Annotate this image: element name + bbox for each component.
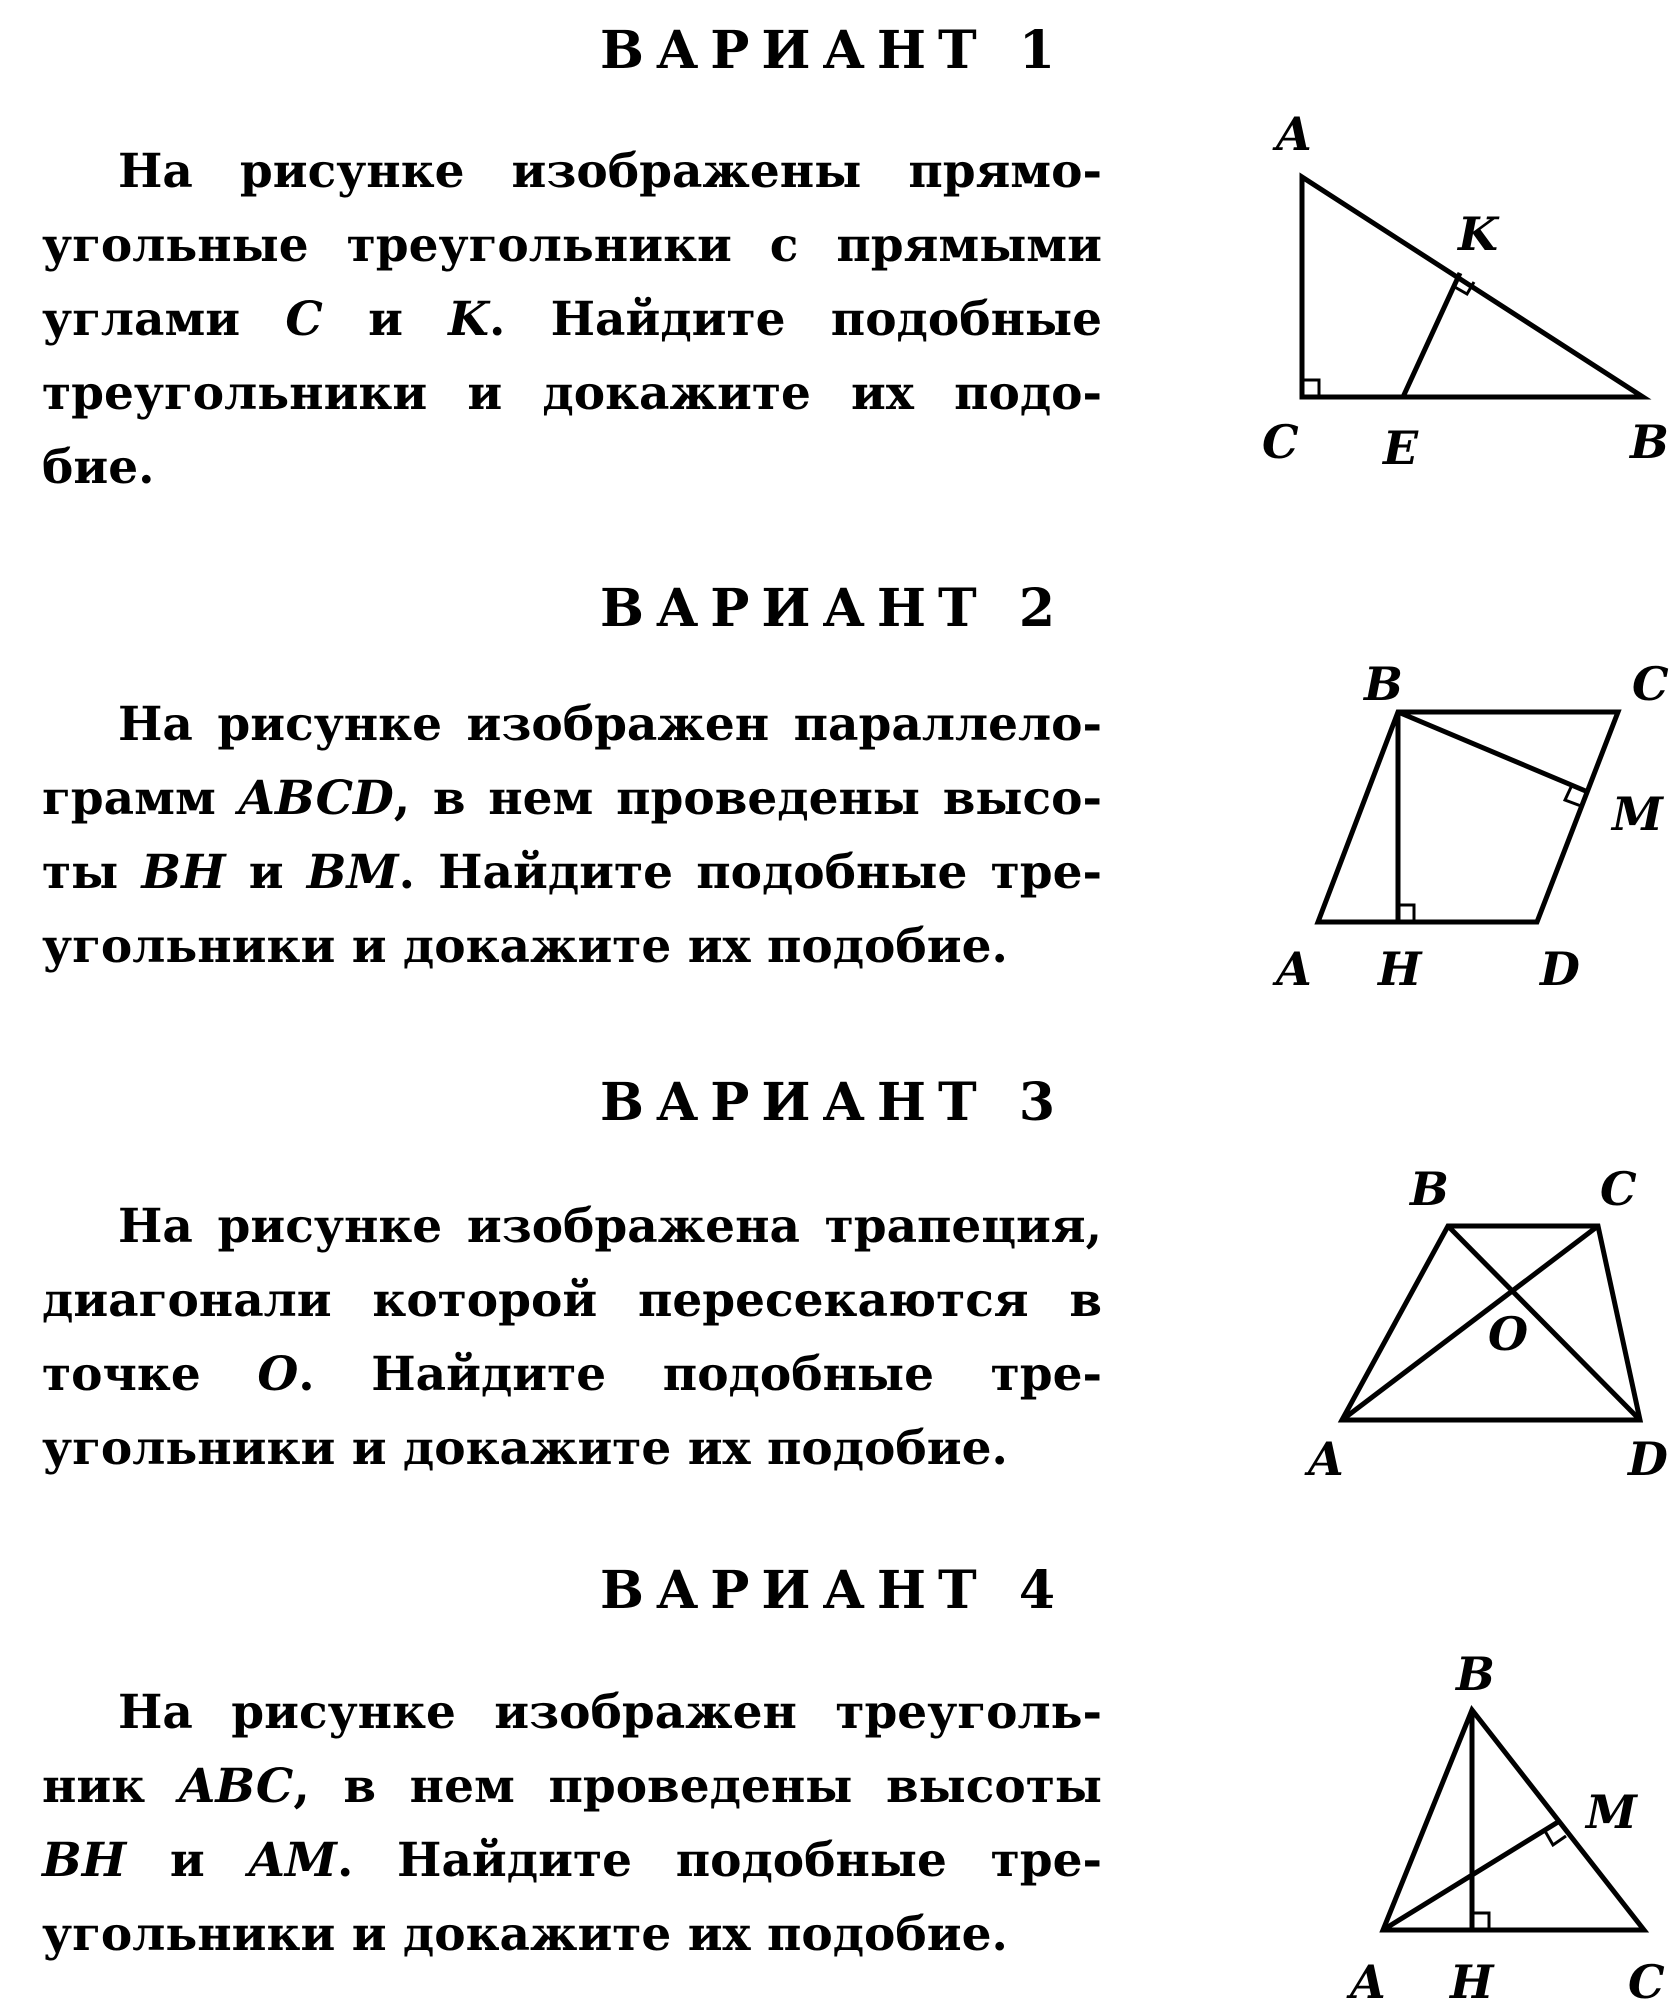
right-angle-mark-h [1472,1913,1489,1930]
figure-3-trapezoid [1304,1162,1668,1486]
variant-1-task-text: На рисунке изображены прямо-угольные треугольники с прямыми углами C и K. Найдите подобные треугольники и докажите их подо-бие. [42,144,1102,495]
variant-4-heading: ВАРИАНТ 4 [600,1560,1067,1621]
variant-1-heading: ВАРИАНТ 1 [600,20,1067,81]
height-bm [1398,712,1588,792]
segment-ke [1403,273,1460,397]
label-h: H [1378,942,1422,996]
label-b: B [1410,1162,1449,1216]
label-c: C [1628,1955,1665,2007]
label-c: C [1600,1162,1637,1216]
label-c: C [1262,415,1299,469]
label-m: M [1612,787,1663,841]
diagonal-ac [1342,1226,1598,1420]
label-o: O [1488,1307,1529,1361]
label-a: A [1276,107,1312,161]
figure-4-triangle [1346,1647,1665,2007]
label-e: E [1383,421,1419,475]
figure-2-parallelogram [1272,657,1669,996]
label-a: A [1350,1955,1386,2007]
variant-2-heading: ВАРИАНТ 2 [600,578,1067,639]
variant-3-heading: ВАРИАНТ 3 [600,1072,1067,1133]
label-a: A [1308,1432,1344,1486]
label-b: B [1630,415,1669,469]
label-d: D [1540,942,1580,996]
figure-1-right-triangles [1262,107,1669,475]
label-c: C [1632,657,1669,711]
label-k: K [1458,207,1498,261]
label-h: H [1450,1955,1494,2007]
label-a: A [1276,942,1312,996]
variant-4-task-text: На рисунке изображен треуголь-ник ABC, в нем проведены высоты BH и AM. Найдите подобные тре-угольники и докажите их подобие. [42,1685,1102,1962]
right-angle-mark-c [1302,380,1319,397]
label-d: D [1628,1432,1668,1486]
label-m: M [1586,1785,1637,1839]
variant-3-task-text: На рисунке изображена трапеция, диагонали которой пересекаются в точке O. Найдите подобные тре-угольники и докажите их подобие. [42,1199,1102,1476]
variant-2-task-text: На рисунке изображен параллело-грамм ABCD, в нем проведены высо-ты BH и BM. Найдите подобные тре-угольники и докажите их подобие. [42,697,1102,974]
label-b: B [1364,657,1403,711]
diagonal-bd [1448,1226,1640,1420]
label-b: B [1456,1647,1495,1701]
right-angle-mark-m [1545,1831,1566,1845]
